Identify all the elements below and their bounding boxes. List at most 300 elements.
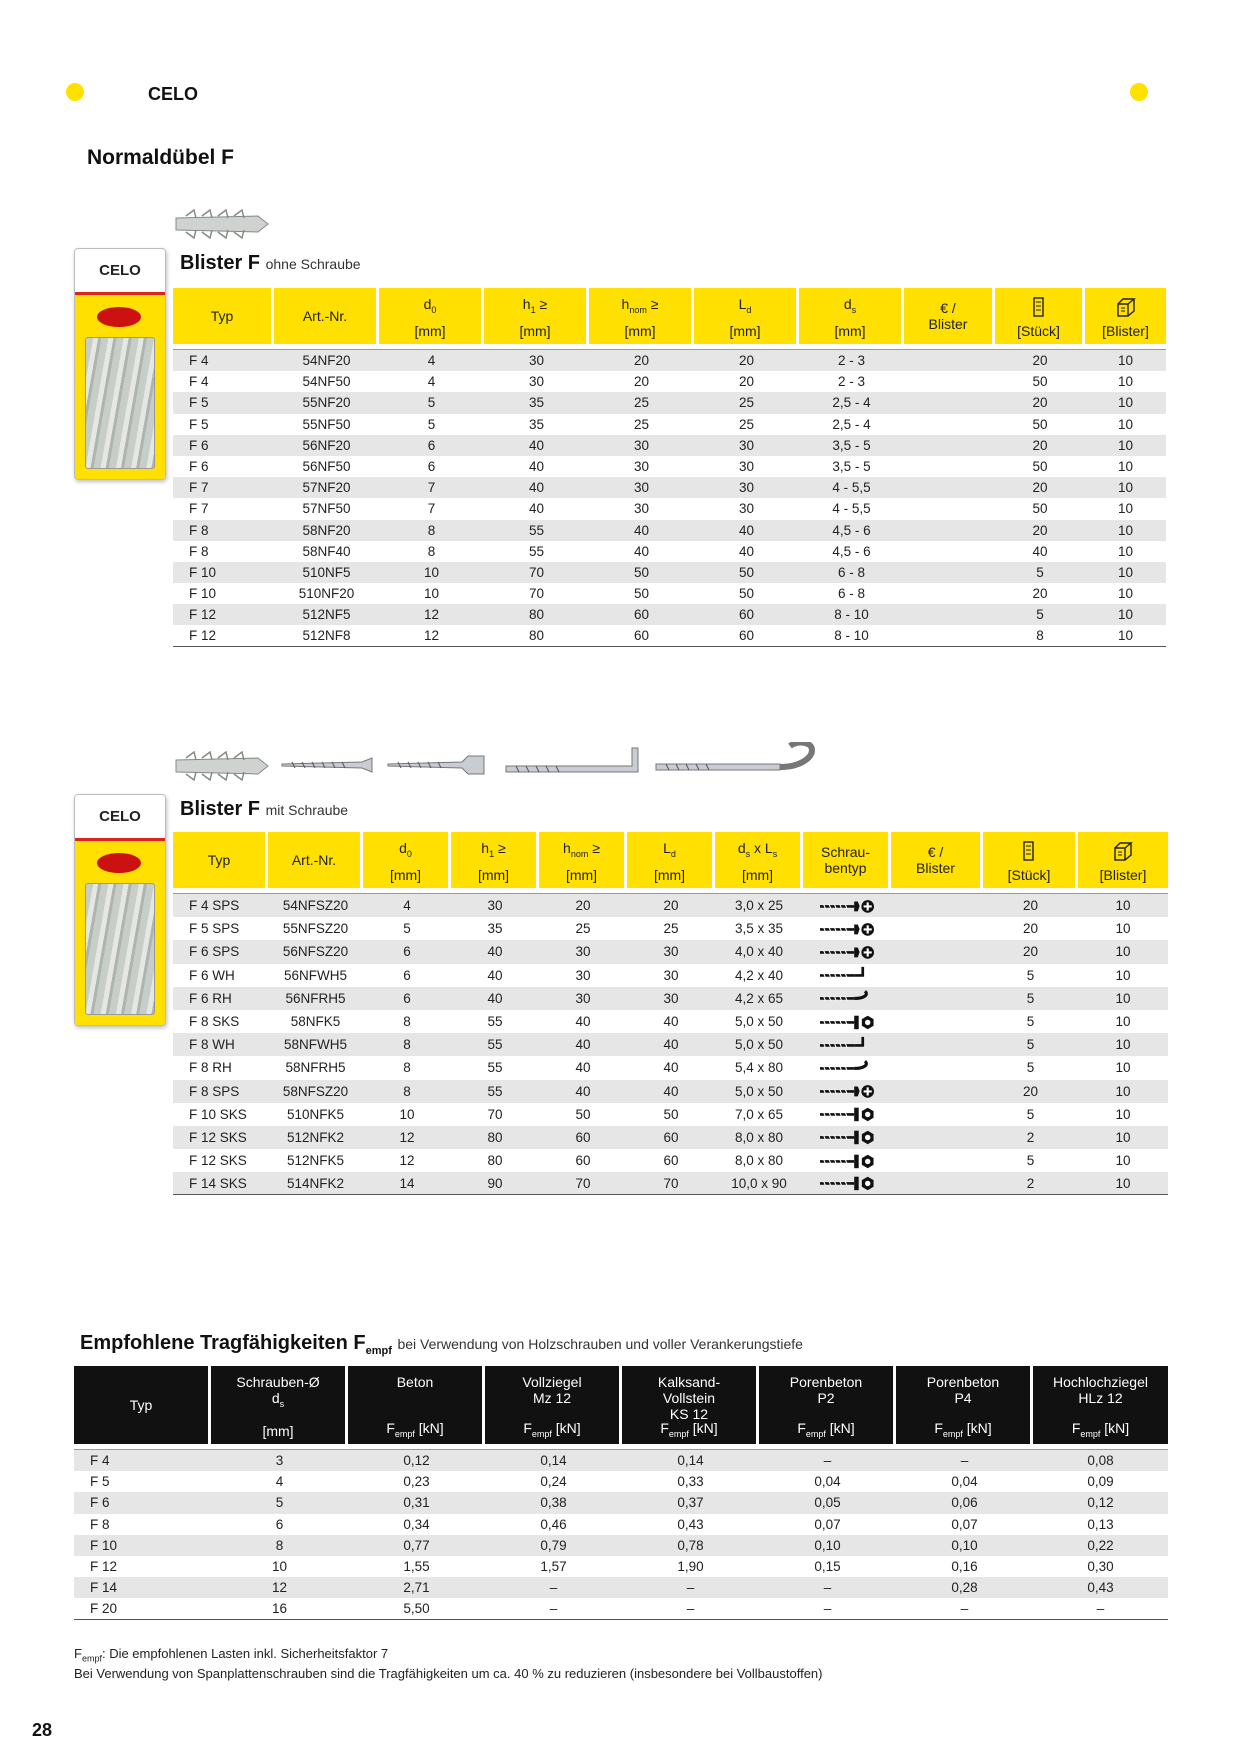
- pan-screw-icon: [818, 943, 876, 961]
- table-row: [74, 1577, 1168, 1598]
- table1-header-unit-6: [mm]: [834, 323, 866, 339]
- table2-cell: [803, 1126, 891, 1149]
- table-row: [74, 1492, 1168, 1513]
- table1-cell: 10: [1085, 350, 1166, 371]
- table3-cell: –: [485, 1598, 622, 1619]
- table2-cell: 20: [627, 894, 715, 917]
- table2-cell: 6: [363, 987, 451, 1010]
- table3-cell: 0,38: [485, 1492, 622, 1513]
- table1-header-2: [379, 288, 484, 344]
- table2-header-6: [715, 832, 803, 888]
- table-recommended-loads: [74, 1366, 1168, 1620]
- table3-title-text: Empfohlene Tragfähigkeiten F: [80, 1332, 366, 1354]
- table1-cell: 60: [589, 604, 694, 625]
- table1-cell: 57NF50: [274, 498, 379, 519]
- table1-cell: 30: [694, 477, 799, 498]
- table2-cell: 512NFK5: [268, 1149, 363, 1172]
- table1-cell: 40: [484, 498, 589, 519]
- table-row: [173, 894, 1168, 917]
- table2-cell: 70: [451, 1103, 539, 1126]
- table3-cell: –: [759, 1598, 896, 1619]
- table1-cell: 10: [1085, 456, 1166, 477]
- table2-cell: 60: [539, 1126, 627, 1149]
- table2-cell: 4,2 x 40: [715, 964, 803, 987]
- table1-cell: F 4: [173, 371, 274, 392]
- table-row: [173, 414, 1166, 435]
- table3-header-unit-6: $F_{empf}$ [kN]: [934, 1420, 992, 1439]
- table3-title-sub: empf: [365, 1345, 392, 1357]
- table2-cell: 56NFWH5: [268, 964, 363, 987]
- hex-screw-icon: [818, 1174, 876, 1192]
- table2-cell: 55NFSZ20: [268, 917, 363, 940]
- table1-cell: 60: [694, 604, 799, 625]
- table1-header-unit-2: [mm]: [414, 323, 446, 339]
- table1-header-label-0: Typ: [210, 308, 234, 324]
- table3-cell: –: [485, 1577, 622, 1598]
- table1-cell: 8: [379, 541, 484, 562]
- table2-cell: F 6 WH: [173, 964, 268, 987]
- table2-cell: 10,0 x 90: [715, 1172, 803, 1195]
- table1-cell: 55: [484, 520, 589, 541]
- table1-cell: 510NF20: [274, 583, 379, 604]
- table1-cell: 6: [379, 435, 484, 456]
- table2-cell: 14: [363, 1172, 451, 1195]
- table1-cell: 4: [379, 350, 484, 371]
- table3-cell: 0,13: [1033, 1514, 1168, 1535]
- table1-header-unit-8: [Stück]: [1017, 323, 1060, 339]
- table1-cell: 50: [995, 371, 1085, 392]
- table2-cell: [803, 1172, 891, 1195]
- table1-cell: 50: [995, 498, 1085, 519]
- footnote-1-prefix: F: [74, 1646, 82, 1661]
- table2-cell: 20: [983, 940, 1078, 963]
- table2-cell: 10: [1078, 1126, 1168, 1149]
- table-blister-without-screw: [173, 288, 1166, 647]
- table2-cell: 10: [1078, 940, 1168, 963]
- table2-cell: 25: [627, 917, 715, 940]
- table2-cell: 5: [983, 987, 1078, 1010]
- table1-cell: 7: [379, 498, 484, 519]
- table1-cell: 10: [1085, 414, 1166, 435]
- table1-cell: [904, 350, 995, 371]
- table2-cell: 10: [1078, 1103, 1168, 1126]
- table1-header-label-7: € / Blister: [928, 300, 968, 332]
- hex-screw-icon: [818, 1105, 876, 1123]
- table2-cell: 10: [1078, 1010, 1168, 1033]
- table1-cell: 30: [694, 498, 799, 519]
- table2-cell: F 8 SKS: [173, 1010, 268, 1033]
- table2-cell: 10: [1078, 1080, 1168, 1103]
- table2-cell: 30: [451, 894, 539, 917]
- table2-cell: 10: [1078, 917, 1168, 940]
- table3-header-unit-4: $F_{empf}$ [kN]: [660, 1420, 718, 1439]
- table2-cell: 512NFK2: [268, 1126, 363, 1149]
- table1-cell: 5: [379, 414, 484, 435]
- table2-cell: 10: [1078, 1056, 1168, 1079]
- table-row: [173, 392, 1166, 413]
- table1-cell: F 4: [173, 350, 274, 371]
- table3-header-label-7: Hochlochziegel HLz 12: [1053, 1374, 1148, 1406]
- table1-cell: 3,5 - 5: [799, 435, 904, 456]
- table3-cell: 8: [211, 1535, 348, 1556]
- table2-cell: [891, 987, 983, 1010]
- table1-cell: 5: [379, 392, 484, 413]
- pan-screw-icon: [818, 920, 876, 938]
- table3-cell: –: [759, 1577, 896, 1598]
- table2-cell: 6: [363, 964, 451, 987]
- table1-cell: F 12: [173, 604, 274, 625]
- table1-cell: F 6: [173, 435, 274, 456]
- box-icon: [1112, 840, 1134, 862]
- table2-cell: 5: [983, 1056, 1078, 1079]
- table2-cell: 514NFK2: [268, 1172, 363, 1195]
- table2-cell: 5,4 x 80: [715, 1056, 803, 1079]
- table1-cell: [904, 371, 995, 392]
- screws-and-hooks-image: [172, 742, 822, 790]
- table2-header-9: [983, 832, 1078, 888]
- table1-cell: F 6: [173, 456, 274, 477]
- table-row: [173, 498, 1166, 519]
- table1-cell: [904, 392, 995, 413]
- table1-cell: F 5: [173, 392, 274, 413]
- table1-header-label-4: $h_{nom}$ ≥: [621, 296, 659, 315]
- table2-cell: F 4 SPS: [173, 894, 268, 917]
- table3-cell: 0,37: [622, 1492, 759, 1513]
- table3-cell: 0,79: [485, 1535, 622, 1556]
- table1-cell: 6: [379, 456, 484, 477]
- table1-cell: 40: [589, 541, 694, 562]
- table1-cell: 10: [1085, 562, 1166, 583]
- table3-header-unit-7: $F_{empf}$ [kN]: [1071, 1420, 1130, 1439]
- table2-header-label-10: [1080, 840, 1166, 862]
- table3-cell: F 6: [74, 1492, 211, 1513]
- table2-cell: [891, 1010, 983, 1033]
- table2-cell: 5: [363, 917, 451, 940]
- table2-cell: 55: [451, 1080, 539, 1103]
- table2-cell: 5: [983, 1103, 1078, 1126]
- table-row: [173, 1149, 1168, 1172]
- table2-cell: 2: [983, 1172, 1078, 1195]
- table1-cell: [904, 498, 995, 519]
- table1-cell: 54NF20: [274, 350, 379, 371]
- table2-header-label-2: $d_0$: [399, 840, 412, 859]
- table1-cell: 55: [484, 541, 589, 562]
- table3-cell: 1,55: [348, 1556, 485, 1577]
- table1-cell: 8 - 10: [799, 604, 904, 625]
- table3-cell: 0,43: [622, 1514, 759, 1535]
- table2-header-unit-4: [mm]: [565, 867, 598, 883]
- table1-cell: 50: [589, 562, 694, 583]
- table1-subtitle: ohne Schraube: [265, 256, 361, 272]
- table2-cell: 40: [451, 987, 539, 1010]
- table1-cell: 510NF5: [274, 562, 379, 583]
- table3-cell: 0,78: [622, 1535, 759, 1556]
- table2-cell: 5,0 x 50: [715, 1080, 803, 1103]
- pan-screw-icon: [818, 1082, 876, 1100]
- table1-cell: 3,5 - 5: [799, 456, 904, 477]
- table2-cell: 58NFSZ20: [268, 1080, 363, 1103]
- table-row: [173, 477, 1166, 498]
- table2-cell: 55: [451, 1010, 539, 1033]
- footnote-1-sub: empf: [81, 1653, 102, 1664]
- table2-cell: 7,0 x 65: [715, 1103, 803, 1126]
- table2-cell: F 8 SPS: [173, 1080, 268, 1103]
- table2-cell: [803, 940, 891, 963]
- table3-header-7: [1033, 1366, 1168, 1444]
- table2-cell: 35: [451, 917, 539, 940]
- table1-cell: 10: [1085, 435, 1166, 456]
- table2-header-unit-5: [mm]: [653, 867, 686, 883]
- table1-cell: 6 - 8: [799, 583, 904, 604]
- table2-cell: 55: [451, 1056, 539, 1079]
- dowel-image: [172, 208, 272, 240]
- box-icon: [1115, 296, 1137, 318]
- table2-cell: 2: [983, 1126, 1078, 1149]
- table2-cell: 3,5 x 35: [715, 917, 803, 940]
- table1-cell: 70: [484, 583, 589, 604]
- table-row: [173, 1010, 1168, 1033]
- table1-cell: 10: [1085, 392, 1166, 413]
- table3-cell: 0,23: [348, 1471, 485, 1492]
- table3-cell: –: [896, 1450, 1033, 1471]
- table-row: [74, 1598, 1168, 1619]
- table2-cell: 50: [539, 1103, 627, 1126]
- table1-header-label-9: [1087, 296, 1164, 318]
- table3-cell: 0,04: [896, 1471, 1033, 1492]
- table1-cell: 8: [995, 625, 1085, 646]
- table1-header-label-8: [997, 296, 1080, 318]
- table1-cell: 20: [995, 350, 1085, 371]
- table1-cell: 20: [589, 371, 694, 392]
- table3-header-4: [622, 1366, 759, 1444]
- table2-header-2: [363, 832, 451, 888]
- table2-cell: [891, 1080, 983, 1103]
- table2-cell: 56NFSZ20: [268, 940, 363, 963]
- table3-cell: 1,57: [485, 1556, 622, 1577]
- table2-cell: 30: [627, 964, 715, 987]
- table1-cell: 57NF20: [274, 477, 379, 498]
- table3-header-unit-1: [mm]: [262, 1423, 294, 1439]
- table1-cell: 40: [484, 456, 589, 477]
- table2-cell: 510NFK5: [268, 1103, 363, 1126]
- table3-cell: F 10: [74, 1535, 211, 1556]
- table2-cell: 40: [539, 1033, 627, 1056]
- table3-cell: 0,07: [896, 1514, 1033, 1535]
- table1-cell: F 8: [173, 520, 274, 541]
- table2-cell: 90: [451, 1172, 539, 1195]
- table1-cell: 30: [484, 371, 589, 392]
- table2-header-0: [173, 832, 268, 888]
- table1-cell: 12: [379, 604, 484, 625]
- table1-cell: F 10: [173, 562, 274, 583]
- table2-cell: 8,0 x 80: [715, 1149, 803, 1172]
- table2-header-label-3: $h_1$ ≥: [481, 840, 506, 859]
- table1-header-unit-3: [mm]: [519, 323, 551, 339]
- table-row: [173, 562, 1166, 583]
- table2-cell: F 8 RH: [173, 1056, 268, 1079]
- table3-header-label-3: Vollziegel Mz 12: [522, 1374, 582, 1406]
- table-row: [173, 1126, 1168, 1149]
- table1-title: [180, 252, 361, 275]
- table2-cell: 56NFRH5: [268, 987, 363, 1010]
- table1-cell: 512NF8: [274, 625, 379, 646]
- table2-cell: 40: [539, 1010, 627, 1033]
- table1-cell: 58NF40: [274, 541, 379, 562]
- table2-cell: 70: [539, 1172, 627, 1195]
- table2-cell: 60: [627, 1149, 715, 1172]
- table3-header-1: [211, 1366, 348, 1444]
- table2-cell: 30: [539, 987, 627, 1010]
- table1-cell: 10: [1085, 520, 1166, 541]
- table2-cell: 8,0 x 80: [715, 1126, 803, 1149]
- table3-cell: 5,50: [348, 1598, 485, 1619]
- table2-cell: 8: [363, 1033, 451, 1056]
- table2-cell: 3,0 x 25: [715, 894, 803, 917]
- table3-cell: 0,10: [759, 1535, 896, 1556]
- table2-cell: 4: [363, 894, 451, 917]
- table1-cell: 30: [484, 350, 589, 371]
- table2-header-label-9: [985, 840, 1073, 862]
- table-row: [173, 371, 1166, 392]
- table2-cell: 5: [983, 1010, 1078, 1033]
- table2-cell: 10: [1078, 1149, 1168, 1172]
- table3-cell: 0,31: [348, 1492, 485, 1513]
- table2-cell: 5: [983, 1149, 1078, 1172]
- table2-title: [180, 798, 348, 821]
- table3-header-6: [896, 1366, 1033, 1444]
- table2-cell: F 5 SPS: [173, 917, 268, 940]
- table1-cell: F 7: [173, 477, 274, 498]
- table3-header-label-2: Beton: [396, 1374, 434, 1390]
- table2-header-label-1: Art.-Nr.: [291, 852, 337, 868]
- table1-cell: 10: [1085, 583, 1166, 604]
- table1-cell: 10: [1085, 477, 1166, 498]
- table1-cell: 7: [379, 477, 484, 498]
- table1-cell: [904, 562, 995, 583]
- table3-cell: 0,12: [348, 1450, 485, 1471]
- table2-cell: 58NFRH5: [268, 1056, 363, 1079]
- table3-cell: –: [1033, 1598, 1168, 1619]
- table1-cell: 80: [484, 625, 589, 646]
- table-row: [173, 541, 1166, 562]
- table2-header-label-4: $h_{nom}$ ≥: [563, 840, 600, 859]
- table1-cell: 40: [995, 541, 1085, 562]
- table2-header-label-6: $d_s$ x $L_s$: [737, 840, 778, 859]
- table3-header-unit-2: $F_{empf}$ [kN]: [386, 1420, 444, 1439]
- table1-title-text: Blister F: [180, 252, 261, 274]
- table1-cell: 70: [484, 562, 589, 583]
- table3-cell: 0,30: [1033, 1556, 1168, 1577]
- hex-screw-icon: [818, 1013, 876, 1031]
- round-hook-icon: [818, 1059, 876, 1077]
- table1-header-label-5: $L_d$: [738, 296, 752, 315]
- table1-cell: F 12: [173, 625, 274, 646]
- table3-cell: 0,09: [1033, 1471, 1168, 1492]
- table3-cell: 10: [211, 1556, 348, 1577]
- table2-title-text: Blister F: [180, 798, 261, 820]
- table1-cell: 54NF50: [274, 371, 379, 392]
- table2-cell: 80: [451, 1126, 539, 1149]
- table2-cell: 60: [627, 1126, 715, 1149]
- table3-cell: 0,12: [1033, 1492, 1168, 1513]
- table1-cell: 4: [379, 371, 484, 392]
- table1-cell: 30: [589, 435, 694, 456]
- table2-cell: 40: [627, 1056, 715, 1079]
- table3-cell: 0,46: [485, 1514, 622, 1535]
- table1-cell: 20: [995, 435, 1085, 456]
- yellow-dot-left: [66, 83, 84, 101]
- table2-cell: 54NFSZ20: [268, 894, 363, 917]
- table2-cell: [803, 894, 891, 917]
- table2-cell: F 12 SKS: [173, 1149, 268, 1172]
- table1-cell: 80: [484, 604, 589, 625]
- angle-hook-icon: [818, 966, 876, 984]
- table3-cell: 0,77: [348, 1535, 485, 1556]
- table-row: [173, 1056, 1168, 1079]
- table-row: [74, 1535, 1168, 1556]
- round-hook-icon: [818, 989, 876, 1007]
- table2-cell: [803, 1149, 891, 1172]
- table-row: [74, 1514, 1168, 1535]
- table1-cell: 25: [589, 414, 694, 435]
- table1-cell: F 5: [173, 414, 274, 435]
- table1-header-unit-5: [mm]: [729, 323, 761, 339]
- table1-cell: 40: [484, 435, 589, 456]
- table2-header-unit-2: [mm]: [389, 867, 422, 883]
- table-row: [173, 625, 1166, 646]
- table1-cell: [904, 456, 995, 477]
- table1-cell: 30: [589, 477, 694, 498]
- blister-brand: CELO: [75, 249, 165, 295]
- table3-cell: 5: [211, 1492, 348, 1513]
- hex-screw-icon: [818, 1128, 876, 1146]
- table2-cell: 25: [539, 917, 627, 940]
- table2-header-label-0: Typ: [207, 852, 231, 868]
- table2-cell: 12: [363, 1149, 451, 1172]
- table3-cell: 0,04: [759, 1471, 896, 1492]
- table1-header-4: [589, 288, 694, 344]
- table2-cell: [891, 894, 983, 917]
- table1-cell: 12: [379, 625, 484, 646]
- table-row: [173, 1080, 1168, 1103]
- table2-header-label-8: € / Blister: [916, 844, 955, 876]
- table1-cell: F 7: [173, 498, 274, 519]
- table1-cell: 10: [1085, 371, 1166, 392]
- table1-cell: 10: [379, 562, 484, 583]
- table1-cell: 40: [589, 520, 694, 541]
- footnote-2: Bei Verwendung von Spanplattenschrauben sind die Tragfähigkeiten um ca. 40 % zu reduzieren (insbesondere bei Vollbaustoffen): [74, 1666, 823, 1681]
- table2-cell: F 8 WH: [173, 1033, 268, 1056]
- table2-cell: 5,0 x 50: [715, 1010, 803, 1033]
- table1-cell: 40: [694, 541, 799, 562]
- table1-cell: 2 - 3: [799, 350, 904, 371]
- table1-header-label-2: $d_0$: [423, 296, 437, 315]
- table2-header-unit-3: [mm]: [477, 867, 510, 883]
- table1-cell: 56NF50: [274, 456, 379, 477]
- table3-header-2: [348, 1366, 485, 1444]
- table-blister-with-screw: [173, 832, 1168, 1195]
- table1-cell: [904, 541, 995, 562]
- table3-cell: F 20: [74, 1598, 211, 1619]
- table3-cell: 4: [211, 1471, 348, 1492]
- page-number: 28: [32, 1720, 53, 1740]
- table1-cell: 20: [995, 477, 1085, 498]
- table1-cell: 50: [589, 583, 694, 604]
- table1-cell: 10: [1085, 604, 1166, 625]
- table1-cell: 2,5 - 4: [799, 392, 904, 413]
- table1-header-label-1: Art.-Nr.: [302, 308, 348, 324]
- table-row: [173, 987, 1168, 1010]
